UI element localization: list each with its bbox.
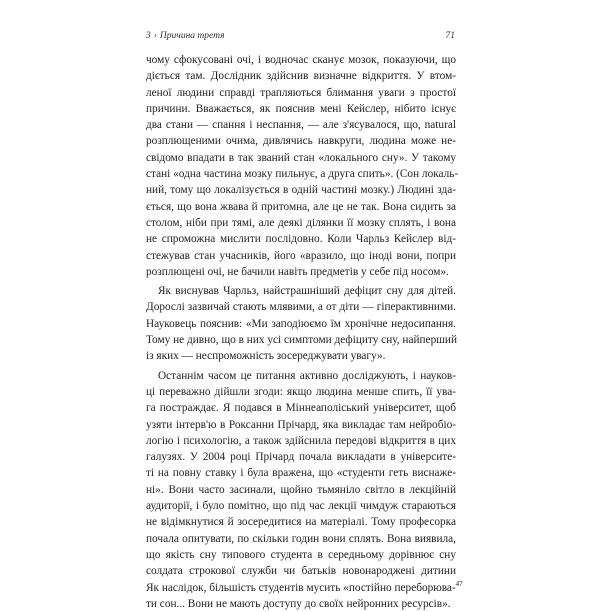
page-number: 71 xyxy=(445,31,455,41)
text-line: розплющені очі, не бачили навіть предметів у себе під носом». xyxy=(146,265,449,278)
text-line: ті на повну ставку і була вражена, що «студенти геть виснаже- xyxy=(146,467,456,480)
text-line: логію і психологію, а також здійснила передові відкриття в цих xyxy=(146,434,456,447)
text-line: аудиторії, і було помітно, що під час лекції чимдуж стараються xyxy=(146,500,456,513)
text-line: Дорослі зазвичай стають млявими, а от діти — гіперактивними. xyxy=(146,301,456,314)
chapter-number: 3 xyxy=(146,31,151,41)
text-line: столом, ніби при тямі, але деякі ділянки її мозку сплять, і вона xyxy=(146,216,456,229)
paragraph xyxy=(146,283,456,364)
text-line: ні». Вони часто засинали, щойно тьмяніло світло в лекційній xyxy=(146,483,456,496)
body-text xyxy=(146,52,463,612)
text-line: солдата строкової служби чи батьків новонароджені дитини xyxy=(146,565,456,578)
text-line: Науковець пояснив: «Ми заподіюємо їм хронічне недосипання. xyxy=(146,317,456,330)
text-line: ти сон... Вони не мають доступу до своїх нейронних ресурсів». xyxy=(146,597,451,610)
text-line: га постраждає. Я подався в Міннеаполіський університет, щоб xyxy=(146,402,456,415)
text-line: чому сфокусовані очі, і водночас сканує мозок, показуючи, що xyxy=(146,54,456,66)
text-line: Як наслідок, більшість студентів мусить «постійно переборюва-$^{47}$ xyxy=(146,579,463,594)
chapter-title: Причина третя xyxy=(159,31,225,41)
text-line: ний, тому що локалізується в одній частині мозку.) Людині зда- xyxy=(146,184,456,197)
text-line: Тому не дивно, що в них усі симптоми дефіциту сну, найперший xyxy=(146,334,458,347)
header-separator: › xyxy=(153,31,157,41)
text-line: ці переважно дійшли згоди: якщо людина менше спить, її ува- xyxy=(146,385,456,398)
text-line: Як виснував Чарльз, найстрашніший дефіцит сну для дітей. xyxy=(158,285,456,298)
text-line: із яких — неспроможність зосереджувати увагу». xyxy=(146,350,386,363)
text-line: не спроможна мислити послідовно. Коли Чарльз Кейслер від- xyxy=(146,233,456,246)
text-line: стежував стан учасників, його «вразило, що іноді вони, попри xyxy=(146,249,456,262)
footnote-ref[interactable]: 47 xyxy=(455,579,463,588)
text-line: галузях. У 2004 році Прічард почала викладати в університе- xyxy=(146,451,456,464)
text-line: почала опитувати, по скільки годин вони сплять. Вона виявила, xyxy=(146,532,456,545)
paragraph xyxy=(146,368,463,612)
text-line: ється, що вона жвава й притомна, але це не так. Вона сидить за xyxy=(146,200,456,213)
text-line: свідомо впадати в так званий стан «локального сну». У такому xyxy=(146,151,456,164)
text-line: Останнім часом це питання активно досліджують, і науков- xyxy=(158,369,456,382)
text-line: стані «одна частина мозку пильнує, а друга спить». (Сон локаль- xyxy=(146,168,459,181)
text-line: розплющеними очима, дивлячись навкруги, людина може не- xyxy=(146,135,456,148)
text-line: діється там. Дослідник здійснив визначне відкриття. У втом- xyxy=(146,70,456,83)
text-line: леної людини справді трапляються блимання уваги з простої xyxy=(146,86,456,99)
running-header xyxy=(146,31,456,45)
text-line: причини. Вважається, як пояснив мені Кейслер, нібито існує xyxy=(146,102,456,115)
paragraph xyxy=(146,52,459,280)
text-line: що якість сну типового студента в середньому дорівнює сну xyxy=(146,548,456,561)
text-line: два стани — спання і неспання, — але з'ясувалося, що, natural xyxy=(146,119,456,132)
text-line: узяти інтерв'ю в Роксанни Прічард, яка викладає там нейробіо- xyxy=(146,418,456,431)
text-line: не відімкнутися й зосередитися на матеріалі. Тому професорка xyxy=(146,516,456,529)
